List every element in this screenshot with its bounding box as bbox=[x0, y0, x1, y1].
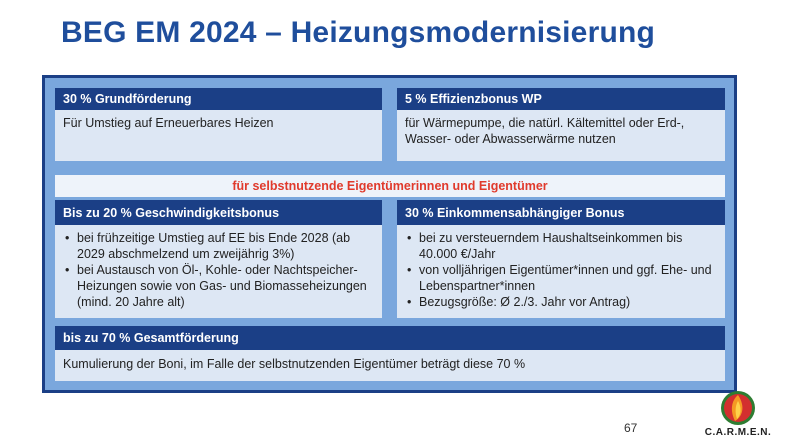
gesamtfoerderung-text: Kumulierung der Boni, im Falle der selbstnutzenden Eigentümer beträgt diese 70 % bbox=[55, 350, 725, 381]
carmen-logo bbox=[682, 389, 794, 444]
geschwindigkeitsbonus-body bbox=[55, 225, 382, 318]
gesamtfoerderung-box bbox=[55, 326, 725, 381]
effizienzbonus-box bbox=[397, 88, 725, 161]
geschwindigkeitsbonus-header: Bis zu 20 % Geschwindigkeitsbonus bbox=[55, 200, 382, 225]
carmen-logo-text: C.A.R.M.E.N. bbox=[704, 427, 772, 438]
effizienzbonus-header: 5 % Effizienzbonus WP bbox=[397, 88, 725, 110]
einkommensbonus-header: 30 % Einkommensabhängiger Bonus bbox=[397, 200, 725, 225]
einkommensbonus-item: • bei zu versteuerndem Haushaltseinkommen bis 40.000 €/Jahr bbox=[419, 230, 717, 262]
gesamtfoerderung-header: bis zu 70 % Gesamtförderung bbox=[55, 326, 725, 350]
eligibility-banner: für selbstnutzende Eigentümerinnen und Eigentümer bbox=[55, 175, 725, 197]
einkommensbonus-body bbox=[397, 225, 725, 318]
carmen-logo-icon bbox=[682, 389, 794, 427]
einkommensbonus-box bbox=[397, 200, 725, 318]
effizienzbonus-text: für Wärmepumpe, die natürl. Kältemittel oder Erd-, Wasser- oder Abwasserwärme nutzen bbox=[397, 110, 725, 161]
page-number: 67 bbox=[624, 421, 638, 435]
geschwindigkeitsbonus-box bbox=[55, 200, 382, 318]
slide-title: BEG EM 2024 – Heizungsmodernisierung bbox=[61, 16, 656, 49]
grundfoerderung-text: Für Umstieg auf Erneuerbares Heizen bbox=[55, 110, 382, 161]
grundfoerderung-box bbox=[55, 88, 382, 161]
grundfoerderung-header: 30 % Grundförderung bbox=[55, 88, 382, 110]
geschwindigkeitsbonus-item: • bei Austausch von Öl-, Kohle- oder Nachtspeicher-Heizungen sowie von Gas- und Biomasseheizungen (mind. 20 Jahre alt) bbox=[77, 262, 374, 310]
einkommensbonus-item: • Bezugsgröße: Ø 2./3. Jahr vor Antrag) bbox=[419, 294, 717, 310]
einkommensbonus-item: • von volljährigen Eigentümer*innen und ggf. Ehe- und Lebenspartner*innen bbox=[419, 262, 717, 294]
geschwindigkeitsbonus-item: • bei frühzeitige Umstieg auf EE bis Ende 2028 (ab 2029 abschmelzend um zweijährig 3%) bbox=[77, 230, 374, 262]
